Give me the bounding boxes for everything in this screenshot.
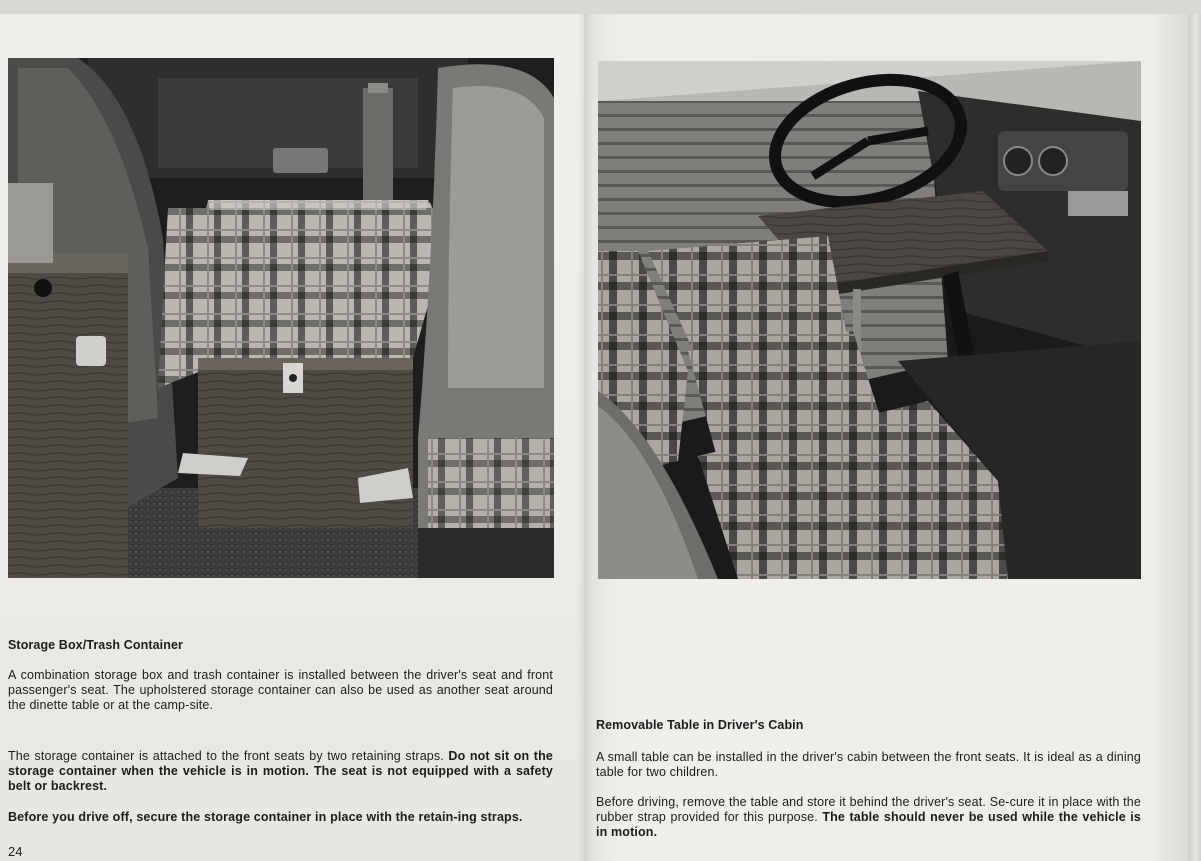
storage-box-paragraph-3 — [8, 810, 553, 825]
storage-box-photo — [8, 58, 554, 578]
storage-box-heading: Storage Box/Trash Container — [8, 638, 183, 652]
cabin-table-paragraph-2-text: Before driving, remove the table and store it behind the driver's seat. Se-cure it in place with the rubber strap provided for this purpose. — [596, 795, 1141, 824]
cabin-table-heading: Removable Table in Driver's Cabin — [596, 718, 804, 732]
page-edge — [1188, 14, 1201, 861]
storage-box-secure-note: Before you drive off, secure the storage container in place with the retain-ing straps. — [8, 810, 523, 824]
storage-box-paragraph-2-text: The storage container is attached to the front seats by two retaining straps. — [8, 749, 444, 763]
cabin-table-photo — [598, 61, 1141, 579]
storage-box-paragraph-2 — [8, 749, 553, 794]
page-gutter — [578, 14, 592, 861]
page-number: 24 — [8, 844, 23, 859]
cabin-table-illustration — [598, 61, 1141, 579]
storage-box-illustration — [8, 58, 554, 578]
cabin-table-warning: The table should never be used while the vehicle is in motion. — [596, 810, 1141, 839]
cabin-table-paragraph-1: A small table can be installed in the driver's cabin between the front seats. It is ideal as a dining table for two children. — [596, 750, 1141, 779]
storage-box-warning: Do not sit on the storage container when the vehicle is in motion. The seat is not equipped with a safety belt or backrest. — [8, 749, 553, 793]
storage-box-paragraph-1: A combination storage box and trash container is installed between the driver's seat and front passenger's seat. The upholstered storage container can also be used as another seat around the dinette table or at the camp-site. — [8, 668, 553, 712]
cabin-table-paragraph-2 — [596, 795, 1141, 840]
